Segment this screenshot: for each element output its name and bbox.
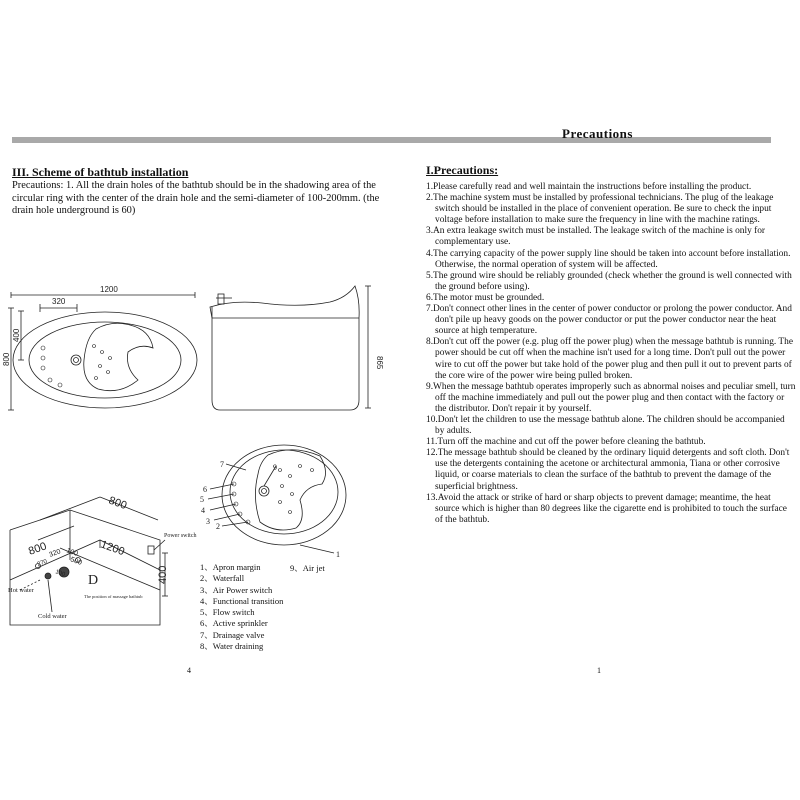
precaution-item: 5.The ground wire should be reliably grounded (check whether the ground is well connected with the ground before using).	[426, 270, 792, 292]
oval-callout-drawing	[208, 445, 346, 553]
left-intro: Precautions: 1. All the drain holes of the bathtub should be in the shadowing area of the circular ring with the center of the drain hole and the semi-diameter of 100-200mm. (the drain hole underground is 60)	[12, 180, 380, 217]
callout-6: 6	[203, 485, 207, 494]
legend-item-air-jet: 9、Air jet	[290, 563, 325, 573]
precaution-item: 13.Avoid the attack or strike of hard or sharp objects to prevent damage; meantime, the heat source which is higher than 80 degrees like the cigarette end is prohibited to touch the surface of the bathtub.	[426, 492, 787, 525]
dim-h: 270	[36, 558, 49, 568]
callout-4: 4	[201, 506, 205, 515]
right-section-title: I.Precautions:	[426, 163, 499, 177]
legend-item: 3、Air Power switch	[200, 584, 273, 595]
dim-a: 800	[106, 494, 129, 513]
legend-item: 1、Apron margin	[200, 562, 261, 572]
dim-offset: 320	[52, 297, 66, 306]
top-view-drawing	[8, 292, 197, 410]
marker-d: D	[88, 573, 99, 588]
side-view-drawing	[210, 286, 371, 410]
hot-water-label: Hot water	[8, 587, 34, 594]
dim-d: 400	[157, 565, 169, 584]
legend-item: 4、Functional transition	[200, 595, 284, 606]
dim-width: 1200	[100, 285, 118, 294]
legend-item: 6、Active sprinkler	[200, 618, 268, 629]
cold-water-label: Cold water	[38, 613, 67, 620]
precaution-item: 12.The message bathtub should be cleaned by the ordinary liquid detergents and soft cloth. Don't use the detergents containing the acetone or architectural ammonia, Tiana or other corrosive liquid, or coarse materials to clean the surface of the bathtub to prevent the damage of the superficial brightness.	[426, 448, 790, 492]
page-number-right: 1	[597, 666, 601, 675]
legend-item: 2、Waterfall	[200, 573, 245, 584]
dim-g: 500	[69, 556, 83, 567]
callout-5: 5	[200, 495, 204, 504]
callout-9: 9	[273, 463, 277, 472]
dim-side: 800	[2, 352, 11, 366]
dim-i: 100	[54, 569, 66, 579]
dim-b: 800	[26, 540, 49, 558]
callout-2: 2	[216, 522, 220, 531]
dim-e: 320	[48, 548, 62, 559]
component-legend	[200, 562, 283, 652]
callout-3: 3	[206, 517, 210, 526]
precaution-item: 4.The carrying capacity of the power supply line should be taken into account before installation. Otherwise, the normal operation of system will be affected.	[426, 248, 791, 270]
callout-7: 7	[220, 460, 224, 469]
dim-height: 400	[12, 328, 21, 342]
precaution-item: 11.Turn off the machine and cut off the power before cleaning the bathtub.	[426, 437, 706, 448]
dim-f: 100	[65, 547, 79, 558]
callout-1: 1	[336, 550, 340, 559]
header-title: Precautions	[562, 126, 633, 141]
precaution-item: 1.Please carefully read and well maintain the instructions before installing the product.	[426, 182, 752, 192]
page-number-left: 4	[187, 666, 191, 675]
precaution-item: 3.An extra leakage switch must be installed. The leakage switch of the machine is only for complementary use.	[426, 226, 766, 248]
left-section-title: III. Scheme of bathtub installation	[12, 165, 189, 179]
legend-item: 5、Flow switch	[200, 607, 255, 618]
dim-c: 1200	[98, 538, 127, 559]
power-switch-label: Power switch	[164, 533, 197, 539]
precaution-item: 8.Don't cut off the power (e.g. plug off the power plug) when the message bathtub is running. The power should be cut off when the machine isn't used for a long time. Don't pull out the power wire to cut off the power but take hold of the power plug and then pull it out to prevent parts of the core wire of the power wire being pulled broken.	[426, 337, 793, 381]
dim-865: 865	[375, 356, 384, 370]
precaution-item: 7.Don't connect other lines in the center of power conductor or prolong the power conductor. And don't pile up heavy goods on the power conductor or put the power conductor near the heat source at high temperature.	[426, 304, 792, 337]
precaution-item: 10.Don't let the children to use the message bathtub alone. The children should be accompanied by adults.	[426, 414, 785, 437]
perspective-drawing	[10, 494, 168, 625]
position-note: The position of massage bathtub	[84, 594, 143, 599]
precaution-item: 6.The motor must be grounded.	[426, 292, 545, 303]
legend-item: 8、Water draining	[200, 641, 264, 652]
legend-item: 7、Drainage valve	[200, 629, 265, 640]
precaution-item: 9.When the message bathtub operates improperly such as abnormal noises and peculiar smell, turn off the machine immediately and pull out the power plug and then contact with the factory or the distributor. Don't repair it by yourself.	[426, 381, 796, 414]
precaution-item: 2.The machine system must be installed by professional technicians. The plug of the leakage switch should be installed in the place of convenient operation. Be sure to check the input voltage before installation to make sure the frequency in line with the machine ratings.	[426, 193, 774, 226]
